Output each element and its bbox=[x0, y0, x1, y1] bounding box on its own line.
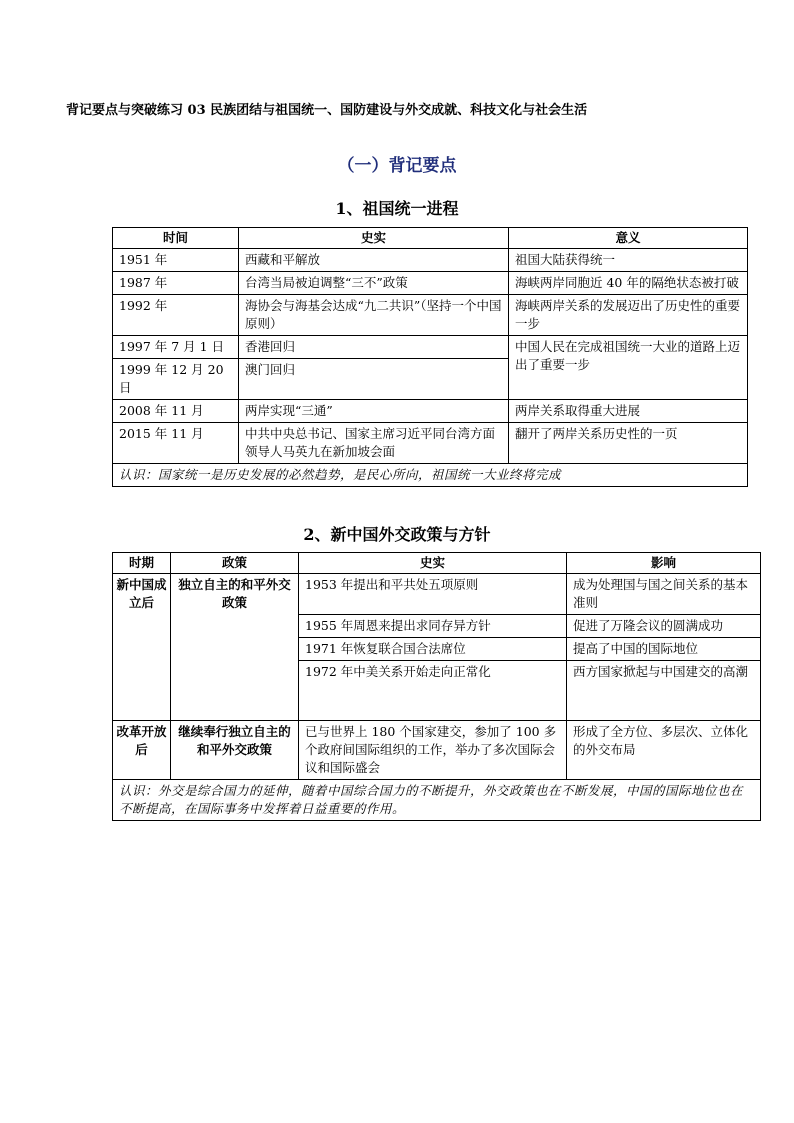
impact-cell: 西方国家掀起与中国建交的高潮 bbox=[567, 661, 761, 721]
time-cell: 2015 年 11 月 bbox=[113, 423, 239, 464]
note-row bbox=[113, 780, 761, 821]
fact-cell: 西藏和平解放 bbox=[239, 249, 509, 272]
fact-cell: 香港回归 bbox=[239, 336, 509, 359]
meaning-cell: 祖国大陆获得统一 bbox=[509, 249, 748, 272]
table-row bbox=[113, 574, 761, 615]
fact-cell: 海协会与海基会达成“九二共识”（坚持一个中国原则） bbox=[239, 295, 509, 336]
fact-cell: 1971 年恢复联合国合法席位 bbox=[299, 638, 567, 661]
fact-cell: 1955 年周恩来提出求同存异方针 bbox=[299, 615, 567, 638]
meaning-cell: 翻开了两岸关系历史性的一页 bbox=[509, 423, 748, 464]
table-header-row bbox=[113, 228, 748, 249]
table2-note: 认识：外交是综合国力的延伸，随着中国综合国力的不断提升，外交政策也在不断发展，中国的国际地位也在不断提高，在国际事务中发挥着日益重要的作用。 bbox=[113, 780, 761, 821]
fact-cell: 1972 年中美关系开始走向正常化 bbox=[299, 661, 567, 721]
meaning-cell: 海峡两岸关系的发展迈出了历史性的重要一步 bbox=[509, 295, 748, 336]
fact-cell: 澳门回归 bbox=[239, 359, 509, 400]
fact-cell: 1953 年提出和平共处五项原则 bbox=[299, 574, 567, 615]
period-cell: 新中国成立后 bbox=[113, 574, 171, 721]
table-row bbox=[113, 336, 748, 359]
time-cell: 1997 年 7 月 1 日 bbox=[113, 336, 239, 359]
reunification-table bbox=[112, 227, 748, 487]
header-period: 时期 bbox=[113, 553, 171, 574]
header-impact: 影响 bbox=[567, 553, 761, 574]
time-cell: 1987 年 bbox=[113, 272, 239, 295]
policy-cell: 独立自主的和平外交政策 bbox=[171, 574, 299, 721]
impact-cell: 形成了全方位、多层次、立体化的外交布局 bbox=[567, 721, 761, 780]
table1-title: 1、祖国统一进程 bbox=[335, 199, 459, 218]
meaning-cell: 两岸关系取得重大进展 bbox=[509, 400, 748, 423]
table-row bbox=[113, 400, 748, 423]
table-row bbox=[113, 272, 748, 295]
header-fact: 史实 bbox=[299, 553, 567, 574]
meaning-cell: 海峡两岸同胞近 40 年的隔绝状态被打破 bbox=[509, 272, 748, 295]
note-row bbox=[113, 464, 748, 487]
header-fact: 史实 bbox=[239, 228, 509, 249]
table-row bbox=[113, 721, 761, 780]
time-cell: 1951 年 bbox=[113, 249, 239, 272]
document-title: 背记要点与突破练习 03 民族团结与祖国统一、国防建设与外交成就、科技文化与社会生活 bbox=[66, 103, 588, 118]
meaning-cell: 中国人民在完成祖国统一大业的道路上迈出了重要一步 bbox=[509, 336, 748, 400]
time-cell: 2008 年 11 月 bbox=[113, 400, 239, 423]
impact-cell: 提高了中国的国际地位 bbox=[567, 638, 761, 661]
fact-cell: 中共中央总书记、国家主席习近平同台湾方面领导人马英九在新加坡会面 bbox=[239, 423, 509, 464]
table2-title: 2、新中国外交政策与方针 bbox=[303, 525, 491, 544]
impact-cell: 促进了万隆会议的圆满成功 bbox=[567, 615, 761, 638]
policy-cell: 继续奉行独立自主的和平外交政策 bbox=[171, 721, 299, 780]
header-time: 时间 bbox=[113, 228, 239, 249]
table-header-row bbox=[113, 553, 761, 574]
fact-cell: 两岸实现“三通” bbox=[239, 400, 509, 423]
table1-note: 认识：国家统一是历史发展的必然趋势，是民心所向，祖国统一大业终将完成 bbox=[113, 464, 748, 487]
time-cell: 1999 年 12 月 20 日 bbox=[113, 359, 239, 400]
time-cell: 1992 年 bbox=[113, 295, 239, 336]
header-policy: 政策 bbox=[171, 553, 299, 574]
table-row bbox=[113, 423, 748, 464]
impact-cell: 成为处理国与国之间关系的基本准则 bbox=[567, 574, 761, 615]
section-title: （一）背记要点 bbox=[337, 156, 457, 176]
fact-cell: 台湾当局被迫调整“三不”政策 bbox=[239, 272, 509, 295]
table-row bbox=[113, 249, 748, 272]
header-meaning: 意义 bbox=[509, 228, 748, 249]
fact-cell: 已与世界上 180 个国家建交，参加了 100 多个政府间国际组织的工作，举办了多次国际会议和国际盛会 bbox=[299, 721, 567, 780]
diplomacy-table bbox=[112, 552, 761, 821]
period-cell: 改革开放后 bbox=[113, 721, 171, 780]
table-row bbox=[113, 295, 748, 336]
